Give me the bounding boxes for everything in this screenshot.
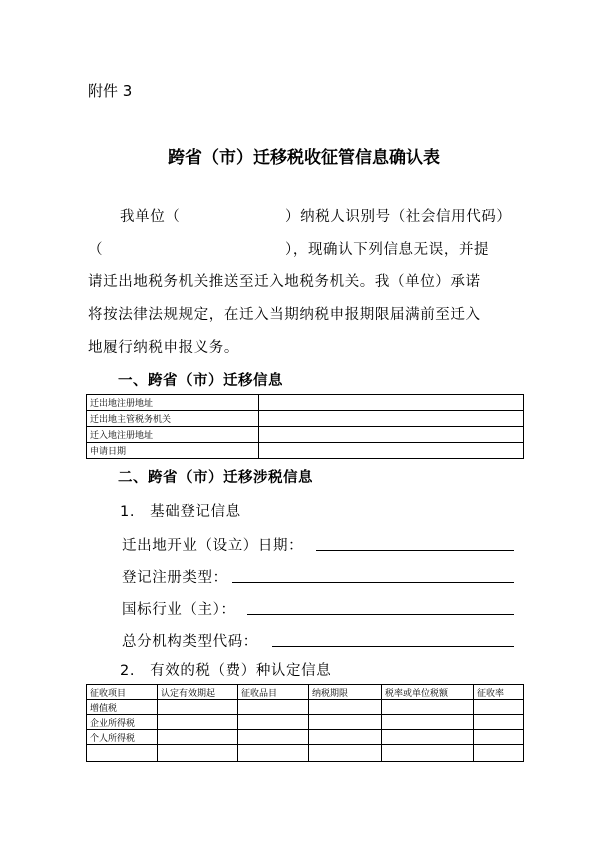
document-title: 跨省（市）迁移税收征管信息确认表 (168, 148, 440, 168)
table-row (87, 411, 524, 427)
table-row (87, 443, 524, 459)
cell (238, 745, 309, 762)
row-value-cell (259, 395, 524, 411)
cell (474, 745, 524, 762)
section2-heading: 二、跨省（市）迁移涉税信息 (118, 470, 313, 486)
attachment-label: 附件 3 (88, 82, 133, 100)
row-label: 增值税 (87, 700, 158, 715)
cell (309, 700, 382, 715)
row-value-cell (259, 411, 524, 427)
tax-recognition-table (86, 684, 524, 762)
row-label: 企业所得税 (87, 715, 158, 730)
row-label: 个人所得税 (87, 730, 158, 745)
header-valid-from: 认定有效期起 (158, 685, 238, 700)
intro-line-5: 地履行纳税申报义务。 (88, 340, 239, 356)
table-row (87, 715, 524, 730)
cell (238, 700, 309, 715)
cell (158, 715, 238, 730)
cell (382, 745, 474, 762)
header-tax-period: 纳税期限 (309, 685, 382, 700)
header-collection-category: 征收品目 (238, 685, 309, 700)
field-label-registration-type: 登记注册类型： (122, 570, 228, 586)
cell (309, 745, 382, 762)
cell (158, 700, 238, 715)
cell (474, 730, 524, 745)
intro-line-3: 请迁出地税务机关推送至迁入地税务机关。我（单位）承诺 (88, 274, 481, 290)
subsection1-heading: 1. 基础登记信息 (120, 504, 241, 520)
header-collection-rate: 征收率 (474, 685, 524, 700)
migration-info-table (86, 394, 524, 459)
field-label-branch-type-code: 总分机构类型代码： (122, 634, 258, 650)
cell (474, 715, 524, 730)
field-line-open-date (316, 550, 514, 551)
intro-line-2a: （ (88, 242, 104, 258)
intro-line-1b: ）纳税人识别号（社会信用代码） (285, 209, 512, 225)
field-line-registration-type (232, 582, 514, 583)
cell (158, 730, 238, 745)
cell (474, 700, 524, 715)
field-line-industry (247, 614, 514, 615)
row-value-cell (259, 427, 524, 443)
header-tax-rate: 税率或单位税额 (382, 685, 474, 700)
table-row (87, 745, 524, 762)
section1-heading: 一、跨省（市）迁移信息 (118, 373, 283, 389)
row-label: 迁入地注册地址 (87, 427, 259, 443)
table-header-row (87, 685, 524, 700)
row-label: 申请日期 (87, 443, 259, 459)
cell (158, 745, 238, 762)
field-label-open-date: 迁出地开业（设立）日期： (122, 538, 304, 554)
table-row (87, 730, 524, 745)
row-label: 迁出地注册地址 (87, 395, 259, 411)
row-value-cell (259, 443, 524, 459)
header-collection-item: 征收项目 (87, 685, 158, 700)
field-label-industry: 国标行业（主）： (122, 602, 236, 618)
table-row (87, 700, 524, 715)
row-label: 迁出地主管税务机关 (87, 411, 259, 427)
cell (382, 700, 474, 715)
table-row (87, 395, 524, 411)
table-row (87, 427, 524, 443)
cell (309, 715, 382, 730)
intro-line-2b: ），现确认下列信息无误，并提 (285, 242, 490, 258)
cell (309, 730, 382, 745)
field-line-branch-type-code (272, 646, 514, 647)
cell (382, 715, 474, 730)
row-label (87, 745, 158, 762)
intro-line-4: 将按法律法规规定，在迁入当期纳税申报期限届满前至迁入 (88, 307, 481, 323)
intro-line-1a: 我单位（ (120, 209, 181, 225)
subsection2-heading: 2. 有效的税（费）种认定信息 (120, 663, 332, 679)
cell (238, 715, 309, 730)
cell (382, 730, 474, 745)
cell (238, 730, 309, 745)
